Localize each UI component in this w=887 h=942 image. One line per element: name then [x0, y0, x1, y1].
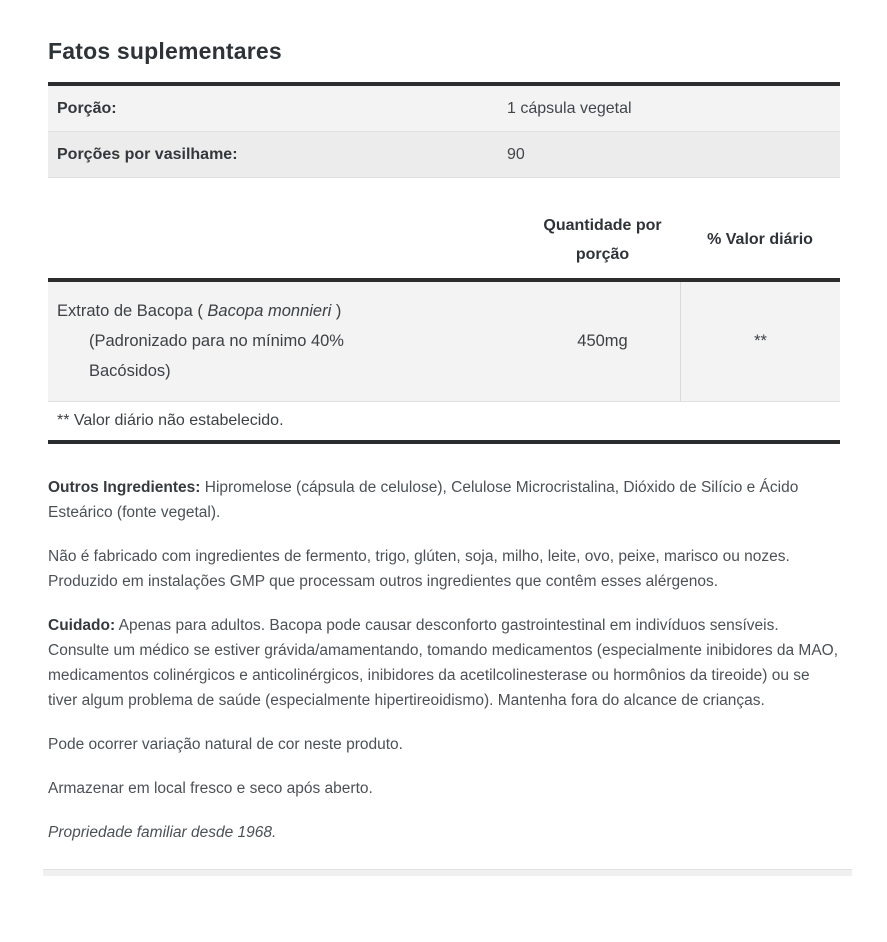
serving-table	[48, 86, 840, 178]
section-divider-bar	[43, 869, 852, 876]
ingredient-standardization-line2: Bacósidos)	[89, 362, 171, 380]
other-ingredients-lead: Outros Ingredientes:	[48, 479, 201, 496]
ingredient-name-suffix: )	[331, 302, 342, 320]
page-title: Fatos suplementares	[48, 38, 282, 64]
other-ingredients-paragraph	[48, 475, 840, 525]
family-owned-paragraph	[48, 820, 840, 845]
info-paragraphs	[48, 475, 840, 845]
caution-lead: Cuidado:	[48, 617, 116, 634]
bottom-rule	[48, 440, 840, 444]
ingredient-row	[48, 282, 840, 402]
daily-value-footnote: ** Valor diário não estabelecido.	[57, 412, 284, 429]
table-row	[48, 132, 840, 178]
amount-per-serving-header: Quantidade por porção	[543, 217, 662, 263]
allergen-paragraph	[48, 544, 840, 594]
caution-paragraph	[48, 613, 840, 713]
allergen-text: Não é fabricado com ingredientes de fermento, trigo, glúten, soja, milho, leite, ovo, peixe, marisco ou nozes. Produzido em instalações GMP que processam outros ingredientes que contêm esses alérgenos.	[48, 548, 790, 590]
ingredient-name	[48, 282, 525, 401]
ingredient-name-prefix: Extrato de Bacopa (	[57, 302, 208, 320]
storage-paragraph	[48, 776, 840, 801]
facts-table-header	[48, 211, 840, 278]
ingredient-amount: 450mg	[577, 332, 628, 350]
other-ingredients-text: Hipromelose (cápsula de celulose), Celulose Microcristalina, Dióxido de Silício e Ácido Esteárico (fonte vegetal).	[48, 479, 799, 521]
color-variation-text: Pode ocorrer variação natural de cor neste produto.	[48, 736, 403, 753]
family-owned-text: Propriedade familiar desde 1968.	[48, 824, 277, 841]
daily-value-header: % Valor diário	[707, 231, 813, 248]
ingredient-daily-value: **	[680, 282, 840, 401]
storage-text: Armazenar em local fresco e seco após aberto.	[48, 780, 373, 797]
ingredient-standardization-line1: (Padronizado para no mínimo 40%	[89, 332, 344, 350]
serving-size-value: 1 cápsula vegetal	[507, 99, 632, 117]
serving-size-label: Porção:	[57, 99, 117, 117]
servings-per-container-label: Porções por vasilhame:	[57, 145, 238, 163]
ingredient-latin-name: Bacopa monnieri	[207, 302, 332, 320]
caution-text: Apenas para adultos. Bacopa pode causar desconforto gastrointestinal em indivíduos sensíveis. Consulte um médico se estiver grávida/amamentando, tomando medicamentos (especialmente inibidores da MAO, medicamentos colinérgicos e anticolinérgicos, inibidores da acetilcolinesterase ou hormônios da tireoide) ou se tiver algum problema de saúde (especialmente hipertireoidismo). Mantenha fora do alcance de crianças.	[48, 617, 839, 709]
servings-per-container-value: 90	[507, 145, 525, 163]
color-variation-paragraph	[48, 732, 840, 757]
table-row	[48, 86, 840, 132]
